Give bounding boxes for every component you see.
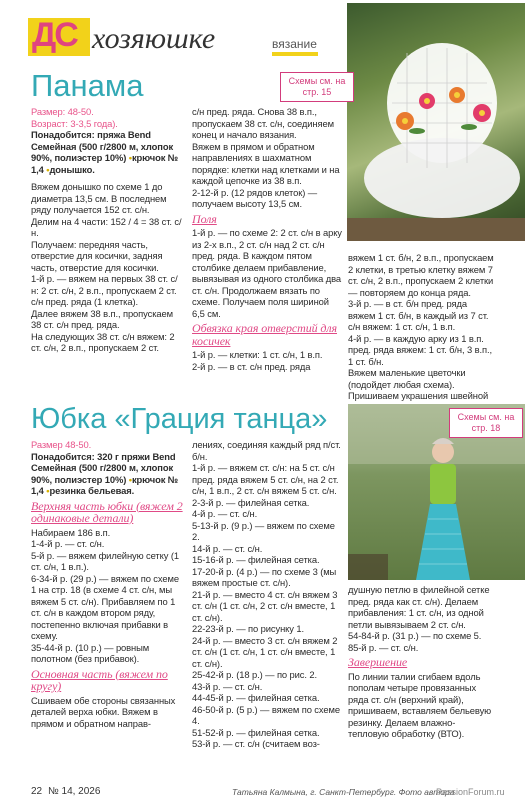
skirt-upper-row-4: 35-44-й р. (10 р.) — ровным полотном (без прибавок). <box>31 641 150 664</box>
skirt-column-1 <box>31 439 183 729</box>
panama-step-6: На следующих 38 ст. с/н вяжем: 2 ст. с/н, 2 в.п., пропускаем 2 ст. <box>31 330 175 353</box>
skirt-main-heading: Основная часть (вяжем по кругу) <box>31 666 168 693</box>
panama-step-1: Вяжем донышко по схеме 1 до диаметра 13,5 см. В последнем ряду получается 152 ст. с/н. <box>31 181 167 215</box>
panama-title: Панама <box>31 68 144 103</box>
panama-hat-illustration <box>347 3 525 241</box>
panama-col3-text-3: 4-й р. — в каждую арку из 1 в.п. пред. ряда вяжем: 1 ст. б/н, 3 в.п., 1 ст. б/н. <box>348 332 492 367</box>
header-tag-underline <box>272 52 318 56</box>
panama-col2-text-1: с/н пред. ряда. Снова 38 в.п., пропускаем 38 ст. с/н, соединяем конец и начало вязания. <box>192 106 334 140</box>
skirt-row: 44-45-й р. — филейная сетка. <box>192 692 320 703</box>
skirt-title: Юбка «Грация танца» <box>31 403 328 435</box>
header-title: хозяюшке <box>92 22 216 55</box>
panama-brim-text: 1-й р. — по схеме 2: 2 ст. с/н в арку из 2-х в.п., 2 ст. с/н над 2 ст. с/н пред. ряда. В каждом пятом столбике делаем прибавление, вывязывая из одного столбика два ст. с/н. Продолжаем вязать по схеме. Получаем поля шириной 6,5 см. <box>192 227 342 319</box>
panama-step-3: Получаем: передняя часть, отверстие для косички, задняя часть, отверстие для косички. <box>31 238 163 273</box>
page-number: 22 <box>31 786 43 797</box>
watermark: PassionForum.ru <box>436 787 505 797</box>
issue-number: № 14, 2026 <box>48 786 101 797</box>
panama-photo <box>347 3 525 241</box>
panama-col3-text-1: вяжем 1 ст. б/н, 2 в.п., пропускаем 2 клетки, в третью клетку вяжем 7 ст. с/н, 2 в.п., пропускаем 2 клетки — повторяем до конца ряда. <box>348 252 494 298</box>
panama-materials: Понадобится: пряжа Bend Семейная (500 г/2800 м, хлопок 90%, полиэстер 10%) •крючок № 1,4 •донышко. <box>31 129 179 175</box>
skirt-row: 53-й р. — ст. с/н (считаем воз- <box>192 738 320 749</box>
skirt-upper-heading: Верхняя часть юбки (вяжем 2 одинаковые детали) <box>31 498 183 525</box>
skirt-row: 22-23-й р. — по рисунку 1. <box>192 623 304 634</box>
skirt-upper-row-2: 5-й р. — вяжем филейную сетку (1 ст. с/н, 1 в.п.). <box>31 549 179 572</box>
skirt-schemes-callout: Схемы см. на стр. 18 <box>449 408 523 438</box>
panama-edge-heading: Обвязка края отверстий для косичек <box>192 321 337 348</box>
panama-edge-row-1: 1-й р. — клетки: 1 ст. с/н, 1 в.п. <box>192 349 323 360</box>
header-tag: вязание <box>272 37 317 51</box>
skirt-size: Размер 48-50. <box>31 439 92 450</box>
skirt-row: 2-3-й р. — филейная сетка. <box>192 496 310 508</box>
panama-column-3 <box>348 252 496 413</box>
skirt-col2-intro: лениях, соединяя каждый ряд п/ст. б/н. <box>192 439 341 462</box>
panama-size: Размер: 48-50. <box>31 106 94 117</box>
skirt-row: 4-й р. — ст. с/н. <box>192 508 258 519</box>
skirt-main-text: Сшиваем обе стороны связанных деталей верха юбки. Вяжем в прямом и обратном направ- <box>31 694 176 729</box>
panama-col3-text-2: 3-й р. — в ст. б/н пред. ряда вяжем 1 ст. б/н, в каждый из 7 ст. с/н вяжем: 1 ст. с/н, 1 в.п. <box>348 298 489 332</box>
skirt-row: 21-й р. — вместо 4 ст. с/н вяжем 3 ст. с/н (1 ст. с/н, 2 ст. с/н вместе, 1 ст. с/н). <box>192 588 338 623</box>
skirt-col3-row-1: 54-84-й р. (31 р.) — по схеме 5. <box>348 630 482 641</box>
skirt-column-3 <box>348 584 496 740</box>
skirt-row: 5-13-й р. (9 р.) — вяжем по схеме 2. <box>192 519 335 542</box>
skirt-upper-row-3: 6-34-й р. (29 р.) — вяжем по схеме 1 на стр. 18 (в схеме 4 ст. с/н, мы вяжем 5 ст. с/н). Прибавляем по 1 ст. с/н в каждом втором ряду, постепенно включая прибавки в схему. <box>31 572 179 641</box>
panama-col3-text-4: Вяжем маленькие цветочки (подойдет любая схема). Пришиваем украшения швейной <box>348 367 489 401</box>
panama-age: Возраст: 3-3,5 года). <box>31 117 118 129</box>
skirt-row: 1-й р. — вяжем ст. с/н: на 5 ст. с/н пред. ряда вяжем 5 ст. с/н, на 2 ст. с/н, 1 в.п., 2 ст. с/н вяжем 5 ст. с/н. <box>192 462 339 496</box>
panama-step-5: Далее вяжем 38 в.п., пропускаем 38 ст. с/н пред. ряда. <box>31 307 173 330</box>
panama-col2-text-3: 2-12-й р. (12 рядов клеток) — получаем высоту 13,5 см. <box>192 186 318 209</box>
author-credit: Татьяна Калмына, г. Санкт-Петербург. Фото автора <box>232 787 455 797</box>
skirt-row: 51-52-й р. — филейная сетка. <box>192 726 320 738</box>
panama-column-1 <box>31 106 183 354</box>
skirt-upper-row-1: 1-4-й р. — ст. с/н. <box>31 538 105 549</box>
panama-brim-heading: Поля <box>192 211 217 226</box>
skirt-row: 14-й р. — ст. с/н. <box>192 542 263 554</box>
skirt-col3-row-2: 85-й р. — ст. с/н. <box>348 641 419 653</box>
skirt-materials: Понадобится: 320 г пряжи Bend Семейная (500 г/2800 м, хлопок 90%, полиэстер 10%) •крючок № 1,4 •резинка бельевая. <box>31 450 179 496</box>
skirt-row: 24-й р. — вместо 3 ст. с/н вяжем 2 ст. с/н (1 ст. с/н, 1 ст. с/н вместе, 1 ст. с/н). <box>192 634 338 669</box>
panama-col2-text-2: Вяжем в прямом и обратном направлениях в шахматном порядке: клетки над клетками и на каждой цепочке из 38 в.п. <box>192 140 340 186</box>
skirt-row: 46-50-й р. (5 р.) — вяжем по схеме 4. <box>192 703 340 726</box>
skirt-col3-text-1: душную петлю в филейной сетке пред. ряда как ст. с/н). Делаем прибавления: 1 ст. с/н, из одной петли вывязываем 2 ст. с/н. <box>348 584 490 630</box>
panama-edge-row-2: 2-й р. — в ст. с/н пред. ряда <box>192 360 311 372</box>
skirt-row: 15-16-й р. — филейная сетка. <box>192 554 320 565</box>
panama-step-2: Делим на 4 части: 152 / 4 = 38 ст. с/н. <box>31 215 182 238</box>
skirt-upper-text: Набираем 186 в.п. <box>31 526 111 538</box>
panama-column-2 <box>192 106 342 372</box>
panama-step-4: 1-й р. — вяжем на первых 38 ст. с/н: 2 ст. с/н, 2 в.п., пропускаем 2 ст. с/н пред. ряда (1 клетка). <box>31 273 178 307</box>
skirt-finish-heading: Завершение <box>348 655 408 669</box>
skirt-row: 17-20-й р. (4 р.) — по схеме 3 (мы вяжем простые ст. с/н). <box>192 565 337 588</box>
skirt-column-2 <box>192 439 342 750</box>
panama-schemes-callout: Схемы см. на стр. 15 <box>280 72 354 102</box>
logo-text: ДС <box>32 16 77 54</box>
skirt-finish-text: По линии талии сгибаем вдоль пополам четыре провязанных ряда ст. с/н (верхний край), пришиваем, вставляем бельевую резинку. Делаем влажно-тепловую обработку (ВТО). <box>348 670 492 739</box>
skirt-row: 43-й р. — ст. с/н. <box>192 680 263 692</box>
skirt-row: 25-42-й р. (18 р.) — по рис. 2. <box>192 669 318 680</box>
